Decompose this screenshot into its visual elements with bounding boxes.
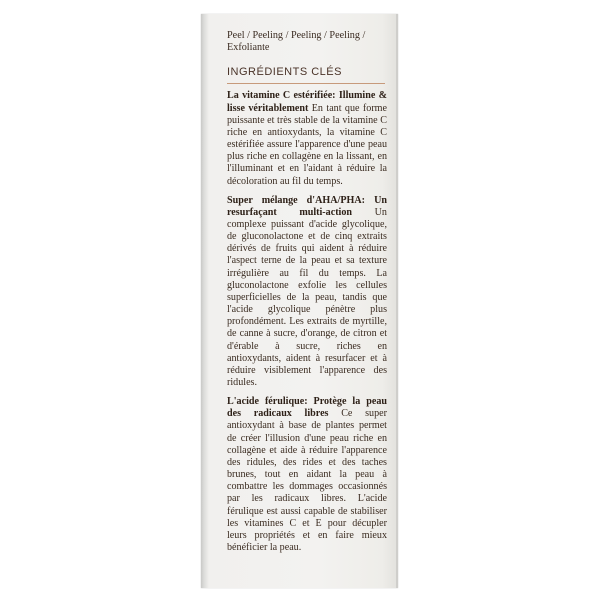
ingredient-lead: Super mélange d'AHA/PHA: Un resurfaçant multi-action xyxy=(227,194,387,218)
ingredient-body: Ce super antioxydant à base de plantes permet de créer l'illusion d'une peau riche en collagène et aide à réduire l'apparence des ridules, des rides et des taches brunes, tout en aidant la peau à combattre les dommages occasionnés par les radicaux libres. L'acide férulique est aussi capable de stabiliser les vitamines C et E pour décupler leurs propriétés et en faire mieux bénéficier la peau. xyxy=(227,408,387,554)
product-box-panel xyxy=(201,14,398,588)
ingredient-paragraph xyxy=(227,195,387,390)
ingredient-body: En tant que forme puissante et très stable de la vitamine C riche en antioxydants, la vitamine C estérifiée assure l'apparence d'une peau plus riche en collagène en la lissant, en l'illuminant et en l'aidant à réduire la décoloration au fil du temps. xyxy=(227,102,388,187)
section-divider xyxy=(227,83,385,84)
ingredient-body: Un complexe puissant d'acide glycolique, de gluconolactone et de cinq extraits dérivés de fruits qui aident à réduire l'aspect terne de la peau et sa texture irrégulière au fil du temps. La gluconolactone exfolie les cellules superficielles de la peau, tandis que l'acide glycolique pénètre plus profondément. Les extraits de myrtille, de canne à sucre, d'orange, de citron et d'érable à sucre, riches en antioxydants, aident à resurfacer et à réduire visiblement l'apparence des ridules. xyxy=(227,206,387,388)
product-type-text: Peel / Peeling / Peeling / Peeling / Exfoliante xyxy=(227,30,366,54)
box-edge xyxy=(396,14,398,588)
section-title: INGRÉDIENTS CLÉS xyxy=(227,66,342,79)
ingredient-lead: L'acide férulique: Protège la peau des radicaux libres xyxy=(227,396,387,420)
ingredient-paragraph xyxy=(227,90,387,187)
ingredient-lead: La vitamine C estérifiée: Illumine & lisse véritablement xyxy=(227,90,387,114)
ingredient-paragraph xyxy=(227,396,387,554)
label-content xyxy=(227,30,387,561)
